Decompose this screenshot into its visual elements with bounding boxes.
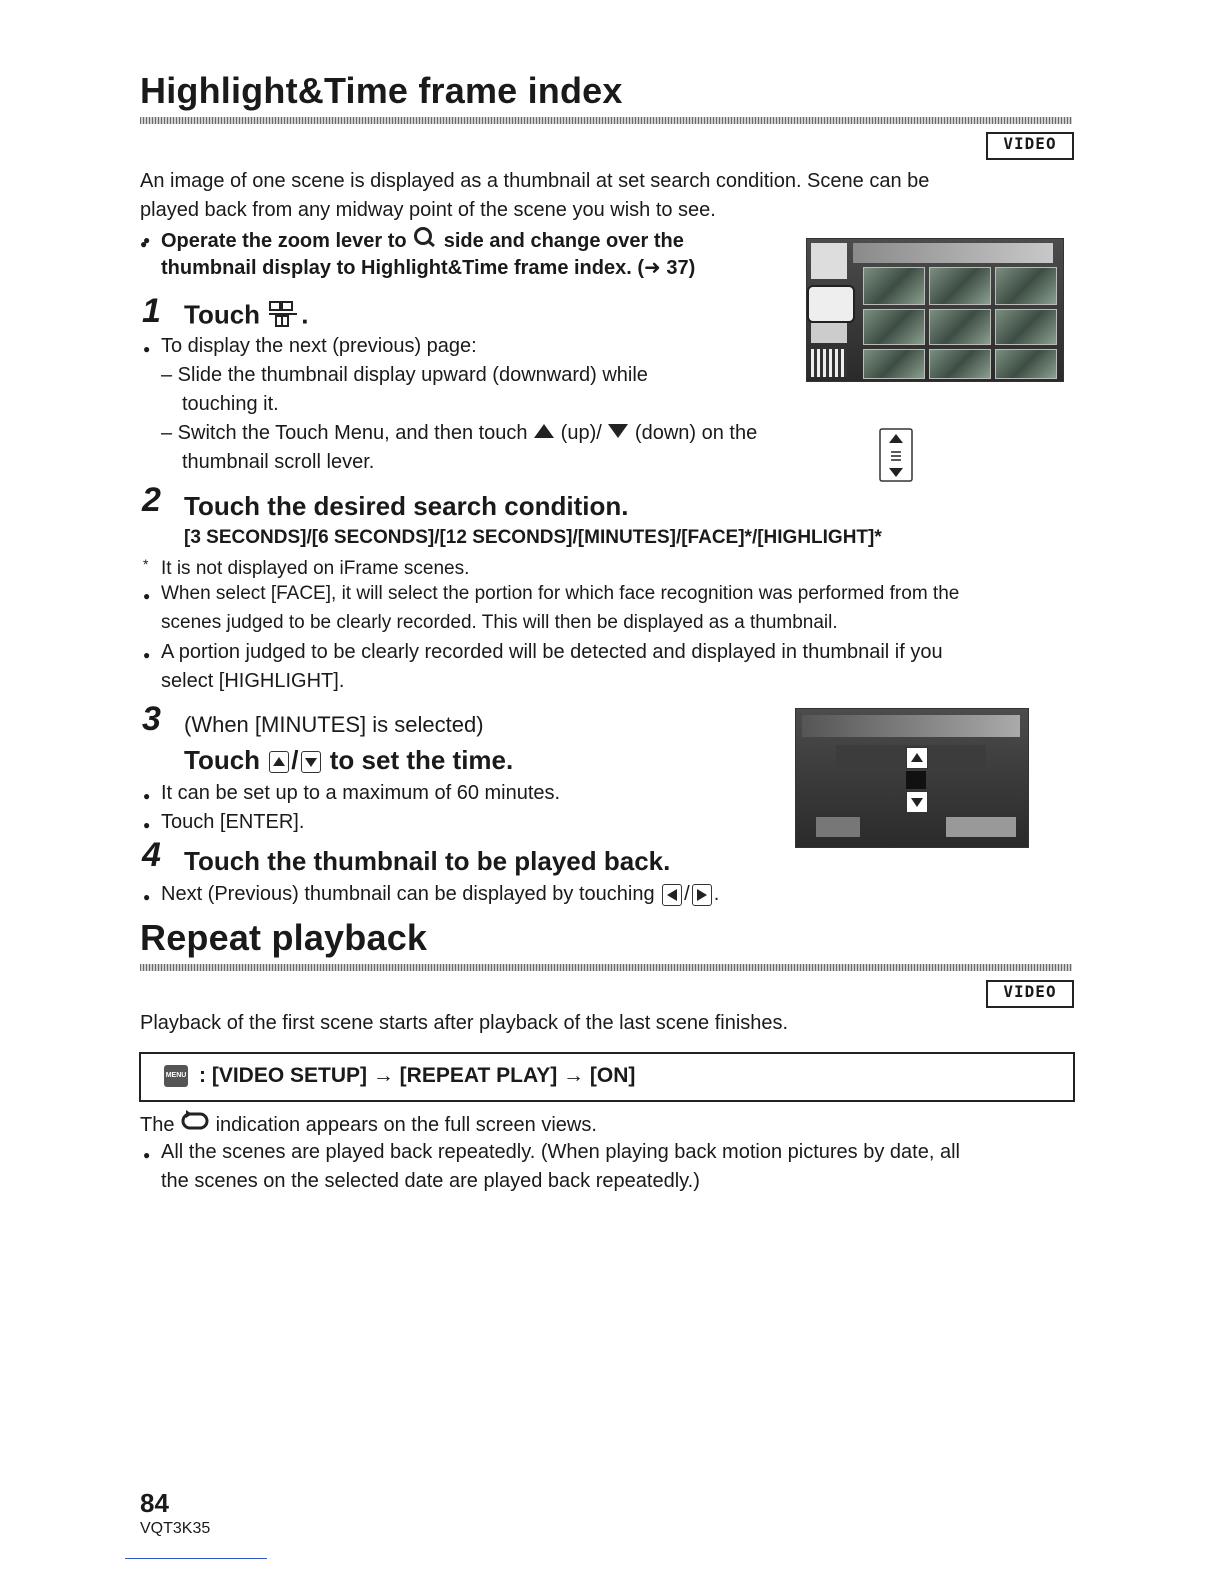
thumbnail: [929, 309, 991, 345]
step-3-bullet-2: Touch [ENTER].: [161, 811, 305, 833]
next-button-icon: [692, 884, 712, 906]
dash-2-text-b: (up)/: [560, 422, 602, 444]
step-1-dash-1-cont: touching it.: [182, 393, 279, 415]
screen-header-bar: [853, 243, 1053, 263]
step-4-sep: /: [684, 883, 690, 905]
bullet-dot: ●: [143, 1148, 151, 1162]
step-1-bullet: To display the next (previous) page:: [161, 335, 477, 357]
step-2-bullet-2-cont: select [HIGHLIGHT].: [161, 670, 345, 692]
step-number: 1: [142, 292, 161, 330]
bullet-dot: ●: [143, 342, 151, 356]
video-mode-badge: VIDEO: [986, 980, 1074, 1008]
up-triangle-icon: [533, 419, 555, 448]
page-number: 84: [140, 1488, 169, 1518]
down-button-icon: [906, 791, 928, 813]
menu-path-box: [139, 1052, 1075, 1102]
enter-button-icon: [946, 817, 1016, 837]
thumbnail: [863, 309, 925, 345]
step-number: 3: [142, 700, 161, 738]
minutes-value: [906, 771, 926, 789]
zoom-instruction-text-a: Operate the zoom lever to: [161, 229, 407, 252]
step-1-title-text: Touch: [184, 299, 261, 330]
thumbnail: [995, 267, 1057, 305]
highlight-icon: [811, 243, 847, 279]
bullet-dot: ●: [143, 818, 151, 832]
frame-index-icon: [807, 285, 855, 323]
thumbnail-index-screen: [806, 238, 1064, 382]
step-3-bullet-1: It can be set up to a maximum of 60 minutes.: [161, 782, 561, 804]
zoom-instruction-text-b: side and change over the: [443, 229, 684, 252]
bullet-dot: ●: [143, 589, 151, 603]
dash-2-text-a: – Switch the Touch Menu, and then touch: [161, 422, 528, 444]
repeat-bullet-cont: the scenes on the selected date are played back repeatedly.): [161, 1170, 700, 1192]
step-1-title: [184, 298, 309, 335]
indication-text-a: The: [140, 1113, 175, 1136]
thumbnail: [995, 349, 1057, 379]
thumbnail: [929, 349, 991, 379]
repeat-indication-line: [140, 1110, 597, 1141]
step-1-period: .: [301, 299, 309, 330]
thumbnail: [863, 267, 925, 305]
repeat-intro: Playback of the first scene starts after playback of the last scene finishes.: [140, 1012, 789, 1034]
menu-icon: MENU: [164, 1065, 188, 1087]
menu-path: : [VIDEO SETUP] → [REPEAT PLAY] → [ON]: [199, 1064, 636, 1087]
step-number: 2: [142, 481, 161, 519]
title-rule: [140, 117, 1072, 124]
step-4-text-a: Next (Previous) thumbnail can be displayed by touching: [161, 883, 655, 905]
step-3-title-text-b: to set the time.: [329, 745, 514, 775]
dash-2-text-c: (down) on the: [634, 422, 758, 444]
step-2-bullet-2: A portion judged to be clearly recorded will be detected and displayed in thumbnail if you: [161, 641, 943, 663]
intro-line-1: An image of one scene is displayed as a thumbnail at set search condition. Scene can be: [140, 170, 930, 192]
scroll-lever-icon: [879, 428, 913, 482]
step-2-bullet-1-cont: scenes judged to be clearly recorded. This will then be displayed as a thumbnail.: [161, 612, 838, 633]
page-title: Highlight&Time frame index: [140, 70, 623, 111]
step-1-dash-2: [161, 419, 757, 448]
back-button-icon: [816, 817, 860, 837]
section-title-repeat: Repeat playback: [140, 917, 428, 958]
bullet-dot: ●: [143, 890, 151, 904]
step-4-period: .: [713, 883, 720, 905]
step-3-sep: /: [291, 745, 299, 775]
step-3-condition: (When [MINUTES] is selected): [184, 712, 484, 737]
indication-text-b: indication appears on the full screen views.: [215, 1113, 597, 1136]
step-number: 4: [142, 836, 161, 874]
down-button-icon: [301, 751, 321, 773]
step-3-title: [184, 745, 513, 776]
thumbnail: [995, 309, 1057, 345]
document-code: VQT3K35: [140, 1520, 211, 1537]
step-1-dash-2-cont: thumbnail scroll lever.: [182, 451, 375, 473]
previous-button-icon: [662, 884, 682, 906]
step-2-note: It is not displayed on iFrame scenes.: [161, 558, 470, 579]
step-4-title: Touch the thumbnail to be played back.: [184, 846, 671, 876]
step-2-bullet-1: When select [FACE], it will select the portion for which face recognition was performed from the: [161, 583, 960, 604]
back-icon: [811, 323, 847, 343]
video-mode-badge: VIDEO: [986, 132, 1074, 160]
intro-line-2: played back from any midway point of the scene you wish to see.: [140, 199, 716, 221]
asterisk: *: [143, 556, 149, 572]
step-4-bullet: [161, 880, 719, 909]
scroll-lever-icon: [811, 349, 847, 377]
bullet-dot: ●: [143, 789, 151, 803]
frame-index-icon: [267, 298, 301, 335]
up-button-icon: [269, 751, 289, 773]
step-3-title-text-a: Touch: [184, 745, 261, 775]
down-triangle-icon: [607, 419, 629, 448]
bullet-dot: ●: [143, 233, 151, 247]
search-condition-options: [3 SECONDS]/[6 SECONDS]/[12 SECONDS]/[MINUTES]/[FACE]*/[HIGHLIGHT]*: [184, 527, 882, 548]
minutes-setting-screen: [795, 708, 1029, 848]
screen-header-bar: [802, 715, 1020, 737]
title-rule: [140, 964, 1072, 971]
up-button-icon: [906, 747, 928, 769]
thumbnail: [863, 349, 925, 379]
zoom-instruction-line-2: thumbnail display to Highlight&Time frame index. (➜ 37): [161, 257, 696, 279]
repeat-bullet: All the scenes are played back repeatedly. (When playing back motion pictures by date, all: [161, 1141, 960, 1163]
thumbnail: [929, 267, 991, 305]
footer-link-underline: [125, 1558, 267, 1559]
step-2-title: Touch the desired search condition.: [184, 491, 629, 521]
repeat-icon: [180, 1110, 210, 1141]
step-1-dash-1: – Slide the thumbnail display upward (downward) while: [161, 364, 648, 386]
bullet-dot: ●: [143, 648, 151, 662]
